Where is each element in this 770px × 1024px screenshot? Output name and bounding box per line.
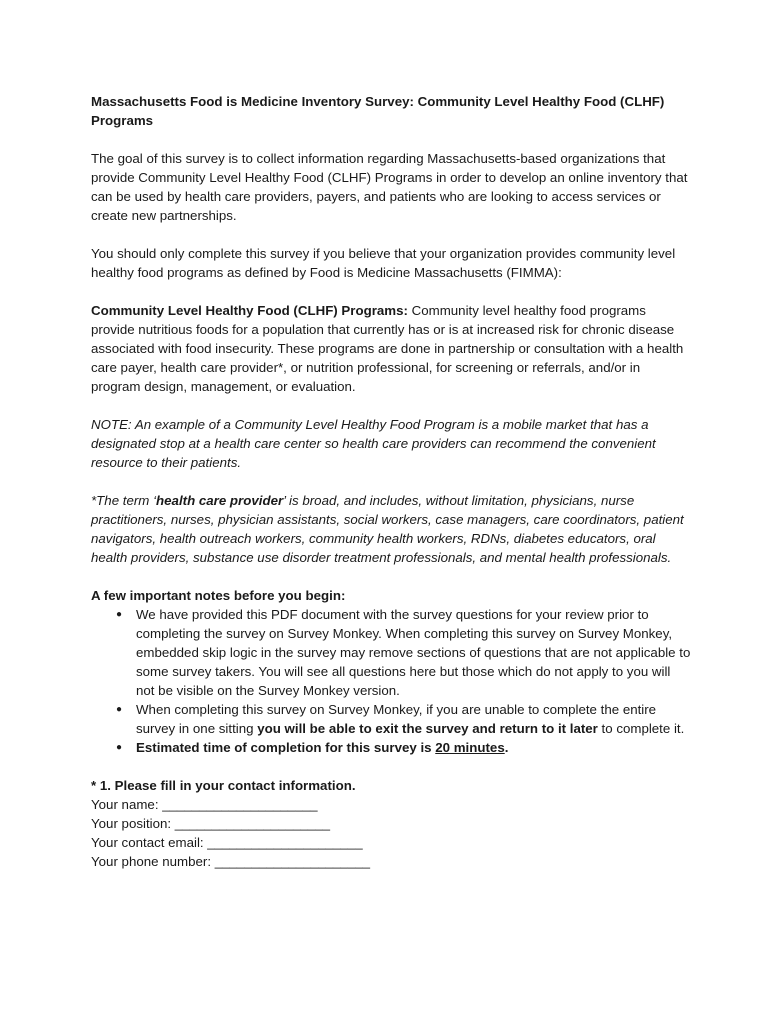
bullet-icon: ● (116, 609, 123, 620)
footnote-paragraph (91, 491, 691, 567)
definition-term: Community Level Healthy Food (CLHF) Programs: (91, 303, 408, 318)
name-field: Your name: _____________________ (91, 797, 318, 812)
notes-heading: A few important notes before you begin: (91, 588, 346, 603)
footnote-prefix: *The term ‘ (91, 493, 157, 508)
note-item-text-end: . (504, 740, 509, 755)
document-page (91, 92, 691, 871)
question-1-title: * 1. Please fill in your contact information. (91, 778, 356, 793)
definition-text: Community level healthy food programs provide nutritious foods for a population that currently has or is at increased risk for chronic disease associated with food insecurity. These programs are done in partnership or consultation with a health care payer, health care provider*, or nutrition professional, for screening or referrals, and/or in program design, management, or evaluation. (91, 303, 684, 394)
eligibility-paragraph: You should only complete this survey if you believe that your organization provides community level healthy food programs as defined by Food is Medicine Massachusetts (FIMMA): (91, 246, 676, 280)
document-title: Massachusetts Food is Medicine Inventory Survey: Community Level Healthy Food (CLHF) Programs (91, 94, 665, 128)
completion-time: 20 minutes (435, 740, 505, 755)
bullet-icon: ● (116, 704, 123, 715)
note-item-text-start: Estimated time of completion for this survey is (136, 740, 436, 755)
footnote-suffix: ’ is broad, and includes, without limitation, physicians, nurse practitioners, nurses, physician assistants, social workers, case managers, care coordinators, patient navigators, health outreach workers, community health workers, RDNs, diabetes educators, oral health providers, substance use disorder treatment professionals, and mental health professionals. (91, 493, 684, 565)
note-paragraph: NOTE: An example of a Community Level Healthy Food Program is a mobile market that has a designated stop at a health care center so health care providers can recommend the convenient resource to their patients. (91, 417, 656, 470)
phone-field: Your phone number: _____________________ (91, 854, 371, 869)
notes-list (91, 605, 691, 757)
notes-list-item (91, 605, 691, 700)
email-field: Your contact email: _____________________ (91, 835, 363, 850)
intro-paragraph: The goal of this survey is to collect information regarding Massachusetts-based organizations that provide Community Level Healthy Food (CLHF) Programs in order to develop an online inventory that can be used by health care providers, payers, and patients who are looking to access services or create new partnerships. (91, 151, 688, 223)
position-field: Your position: _____________________ (91, 816, 331, 831)
notes-list-item (91, 700, 691, 738)
note-item-bold: you will be able to exit the survey and return to it later (257, 721, 598, 736)
note-item-text-start: When completing this survey on Survey Monkey, if you are unable to complete the entire survey in one sitting (136, 702, 657, 736)
definition-paragraph (91, 301, 691, 396)
footnote-term: health care provider (156, 493, 284, 508)
note-item-text: We have provided this PDF document with the survey questions for your review prior to completing the survey on Survey Monkey. When completing this survey on Survey Monkey, embedded skip logic in the survey may remove sections of questions that are not applicable to some survey takers. You will see all questions here but those which do not apply to you will not be visible on the Survey Monkey version. (136, 607, 691, 698)
notes-list-item (91, 738, 691, 757)
note-item-text-end: to complete it. (597, 721, 685, 736)
bullet-icon: ● (116, 742, 123, 753)
